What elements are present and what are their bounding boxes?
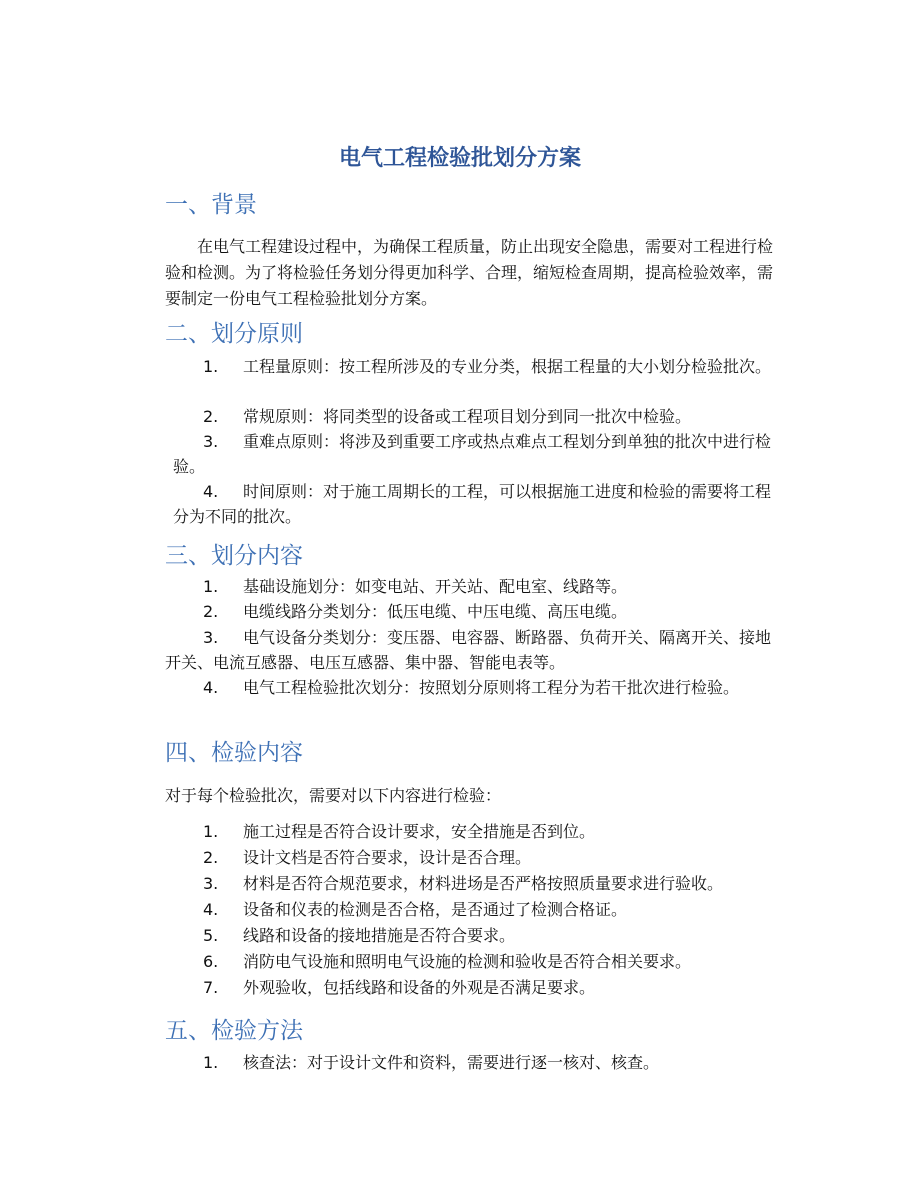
- list-item-number: 3.: [203, 628, 219, 647]
- list-item-number: 2.: [203, 407, 219, 426]
- list-item-number: 2.: [203, 848, 219, 867]
- list-item: [165, 429, 785, 479]
- list-item: [165, 897, 785, 922]
- list-item: [165, 819, 785, 844]
- list-item-text: 基础设施划分：如变电站、开关站、配电室、线路等。: [243, 577, 628, 596]
- list-item-text: 电气工程检验批次划分：按照划分原则将工程分为若干批次进行检验。: [243, 678, 740, 697]
- list-item: [165, 675, 785, 700]
- list-item: [165, 923, 785, 948]
- section-heading-inspection-method: 五、检验方法: [165, 1018, 303, 1044]
- list-item: [165, 949, 785, 974]
- list-item-text: 外观验收，包括线路和设备的外观是否满足要求。: [243, 978, 596, 997]
- list-item-number: 3.: [203, 874, 219, 893]
- list-item-number: 2.: [203, 602, 219, 621]
- list-item-text: 施工过程是否符合设计要求，安全措施是否到位。: [243, 822, 596, 841]
- list-item-text: 电缆线路分类划分：低压电缆、中压电缆、高压电缆。: [243, 602, 628, 621]
- list-item-text: 材料是否符合规范要求，材料进场是否严格按照质量要求进行验收。: [243, 874, 724, 893]
- list-item: [165, 625, 785, 675]
- section-heading-background: 一、背景: [165, 192, 257, 218]
- list-item-text: 设备和仪表的检测是否合格，是否通过了检测合格证。: [243, 900, 628, 919]
- list-item: [165, 574, 785, 599]
- list-item-text: 电气设备分类划分：变压器、电容器、断路器、负荷开关、隔离开关、接地开关、电流互感器、电压互感器、集中器、智能电表等。: [165, 628, 772, 672]
- inspection-intro: 对于每个检验批次，需要对以下内容进行检验：: [165, 786, 502, 805]
- list-item: [165, 599, 785, 624]
- background-paragraph: 在电气工程建设过程中，为确保工程质量，防止出现安全隐患，需要对工程进行检验和检测。为了将检验任务划分得更加科学、合理，缩短检查周期，提高检验效率，需要制定一份电气工程检验批划分方案。: [165, 237, 774, 308]
- list-item-number: 3.: [203, 432, 219, 451]
- list-item-number: 4.: [203, 482, 219, 501]
- list-item-number: 4.: [203, 678, 219, 697]
- section-heading-inspection-content: 四、检验内容: [165, 740, 303, 766]
- list-item-number: 1.: [203, 1053, 219, 1072]
- list-item: [165, 871, 785, 896]
- list-item-number: 1.: [203, 357, 219, 376]
- list-item-number: 4.: [203, 900, 219, 919]
- list-item: [165, 354, 785, 379]
- list-item: [165, 1050, 785, 1075]
- list-item-text: 消防电气设施和照明电气设施的检测和验收是否符合相关要求。: [243, 952, 692, 971]
- list-item-text: 重难点原则：将涉及到重要工序或热点难点工程划分到单独的批次中进行检验。: [173, 432, 772, 476]
- section-heading-division: 三、划分内容: [165, 543, 303, 569]
- list-item-text: 线路和设备的接地措施是否符合要求。: [243, 926, 516, 945]
- list-item-number: 6.: [203, 952, 219, 971]
- list-item: [165, 845, 785, 870]
- list-item-text: 常规原则：将同类型的设备或工程项目划分到同一批次中检验。: [243, 407, 692, 426]
- list-item: [165, 975, 785, 1000]
- list-item-text: 时间原则：对于施工周期长的工程，可以根据施工进度和检验的需要将工程分为不同的批次。: [173, 482, 772, 526]
- document-title: 电气工程检验批划分方案: [338, 146, 581, 171]
- list-item-number: 1.: [203, 577, 219, 596]
- list-item-number: 7.: [203, 978, 219, 997]
- list-item: [165, 479, 785, 529]
- section-heading-principles: 二、划分原则: [165, 321, 303, 347]
- list-item-text: 设计文档是否符合要求，设计是否合理。: [243, 848, 532, 867]
- list-item-number: 5.: [203, 926, 219, 945]
- list-item-text: 核查法：对于设计文件和资料，需要进行逐一核对、核查。: [243, 1053, 660, 1072]
- list-item-number: 1.: [203, 822, 219, 841]
- list-item: [165, 404, 785, 429]
- list-item-text: 工程量原则：按工程所涉及的专业分类，根据工程量的大小划分检验批次。: [243, 357, 772, 376]
